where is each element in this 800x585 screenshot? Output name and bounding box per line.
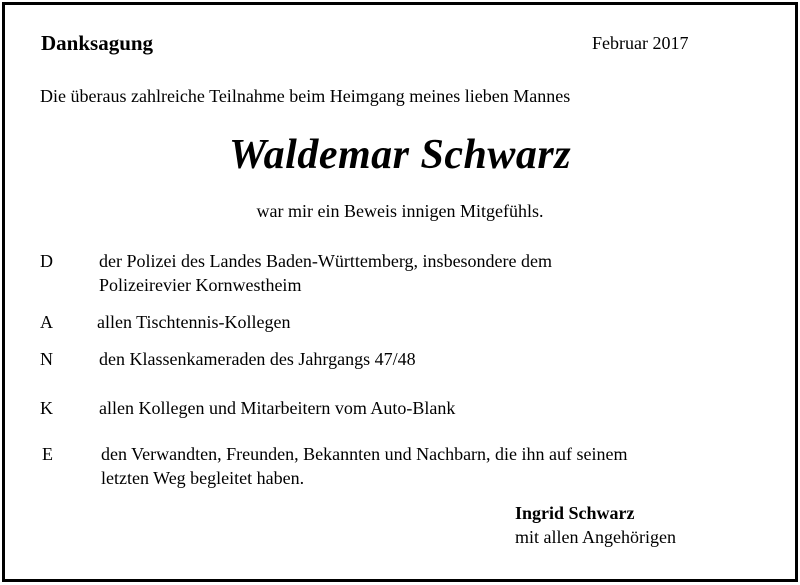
acrostic-entry-d	[99, 249, 552, 297]
acrostic-line: allen Tischtennis-Kollegen	[97, 312, 291, 332]
acrostic-line: den Klassenkameraden des Jahrgangs 47/48	[99, 349, 416, 369]
acrostic-line: letzten Weg begleitet haben.	[101, 468, 305, 488]
acrostic-letter-a: A	[40, 312, 53, 332]
signature-subtitle: mit allen Angehörigen	[515, 527, 676, 547]
intro-text: Die überaus zahlreiche Teilnahme beim Heimgang meines lieben Mannes	[40, 86, 571, 106]
acrostic-line: der Polizei des Landes Baden-Württemberg, insbesondere dem	[99, 251, 553, 271]
sympathy-text: war mir ein Beweis innigen Mitgefühls.	[256, 201, 544, 221]
acrostic-entry-a	[97, 310, 290, 334]
acrostic-letter-d: D	[40, 251, 53, 271]
acrostic-line: Polizeirevier Kornwestheim	[99, 275, 302, 295]
acrostic-entry-k	[99, 396, 455, 420]
acrostic-letter-e: E	[42, 444, 53, 464]
notice-heading: Danksagung	[41, 31, 154, 55]
acrostic-line: den Verwandten, Freunden, Bekannten und Nachbarn, die ihn auf seinem	[101, 444, 628, 464]
notice-date: Februar 2017	[592, 33, 689, 53]
acrostic-letter-n: N	[40, 349, 53, 369]
deceased-name: Waldemar Schwarz	[228, 132, 572, 178]
signature-name: Ingrid Schwarz	[515, 503, 635, 523]
acrostic-letter-k: K	[40, 398, 53, 418]
acrostic-entry-n	[99, 347, 416, 371]
acrostic-line: allen Kollegen und Mitarbeitern vom Auto-Blank	[99, 398, 456, 418]
acrostic-entry-e	[101, 442, 628, 490]
